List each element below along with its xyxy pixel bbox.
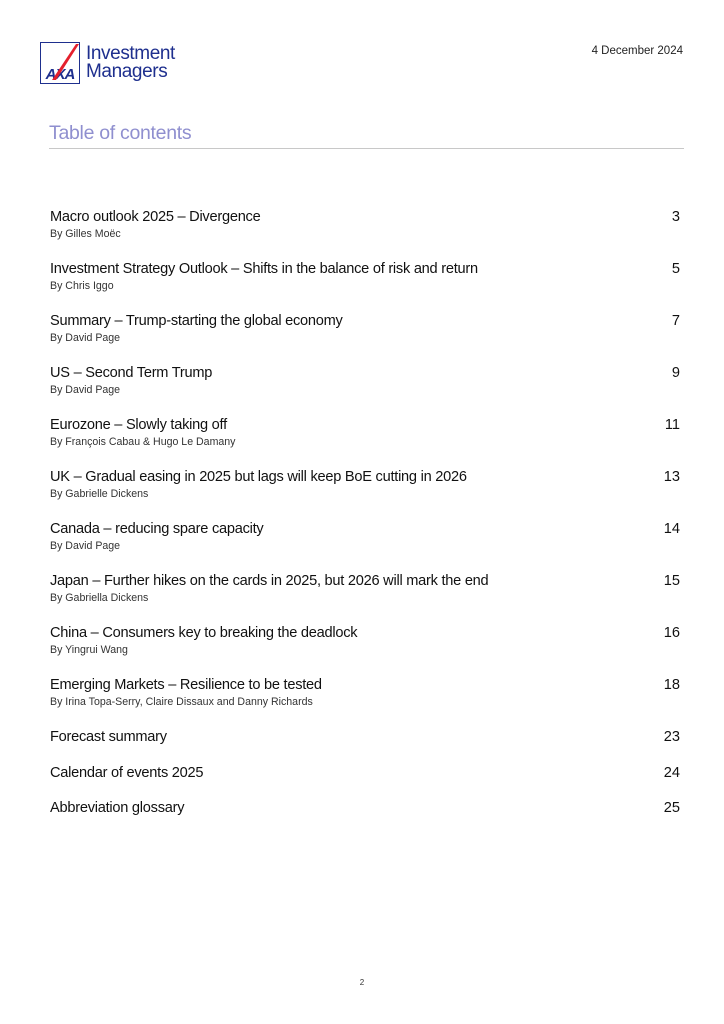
toc-entry-title[interactable]: Calendar of events 2025	[50, 764, 204, 781]
toc-entry-title[interactable]: Forecast summary	[50, 729, 167, 745]
toc-entry-author: By Irina Topa-Serry, Claire Dissaux and Danny Richards	[50, 696, 313, 708]
toc-entry-title[interactable]: Canada – reducing spare capacity	[50, 521, 264, 537]
toc-entry-title[interactable]: Eurozone – Slowly taking off	[50, 417, 227, 433]
toc-entry-page[interactable]: 18	[663, 677, 680, 693]
logo-line-1: Investment	[86, 43, 175, 64]
toc-entry[interactable]	[50, 415, 680, 467]
toc-list	[50, 207, 680, 834]
title-divider	[49, 148, 684, 149]
toc-entry-title[interactable]: Investment Strategy Outlook – Shifts in the balance of risk and return	[50, 261, 478, 277]
toc-entry-page[interactable]: 11	[664, 417, 680, 433]
toc-entry-page[interactable]: 13	[663, 469, 680, 485]
toc-entry[interactable]	[50, 259, 680, 311]
toc-entry-page[interactable]: 5	[671, 261, 680, 277]
toc-entry-author: By Gabrielle Dickens	[50, 488, 149, 500]
toc-entry[interactable]	[50, 363, 680, 415]
svg-text:AXA: AXA	[45, 66, 75, 83]
toc-entry-title[interactable]: US – Second Term Trump	[50, 365, 213, 381]
logo-line-2: Managers	[86, 61, 168, 82]
toc-entry-page[interactable]: 14	[663, 521, 680, 537]
toc-entry[interactable]	[50, 763, 680, 799]
toc-entry-page[interactable]: 24	[663, 764, 680, 781]
toc-entry-title[interactable]: Abbreviation glossary	[50, 800, 185, 816]
toc-entry-title[interactable]: Summary – Trump-starting the global economy	[50, 313, 343, 329]
toc-entry[interactable]	[50, 207, 680, 259]
toc-entry[interactable]	[50, 311, 680, 363]
toc-entry-author: By François Cabau & Hugo Le Damany	[50, 436, 236, 448]
toc-entry[interactable]	[50, 675, 680, 727]
axa-logo	[40, 42, 175, 84]
toc-entry-author: By David Page	[50, 332, 121, 344]
page-number: 2	[359, 978, 365, 987]
toc-entry-author: By Yingrui Wang	[50, 644, 128, 656]
toc-entry-title[interactable]: Emerging Markets – Resilience to be tested	[50, 677, 322, 693]
toc-entry[interactable]	[50, 623, 680, 675]
toc-entry[interactable]	[50, 519, 680, 571]
toc-entry-author: By Chris Iggo	[50, 280, 114, 292]
toc-entry[interactable]	[50, 727, 680, 763]
toc-entry-author: By Gabriella Dickens	[50, 592, 149, 604]
page-title: Table of contents	[49, 122, 192, 144]
toc-entry-page[interactable]: 9	[671, 365, 680, 381]
toc-entry-title[interactable]: China – Consumers key to breaking the deadlock	[50, 625, 358, 641]
toc-entry[interactable]	[50, 798, 680, 834]
toc-entry-title[interactable]: Macro outlook 2025 – Divergence	[50, 209, 261, 225]
axa-logo-icon	[40, 42, 80, 84]
toc-entry-author: By Gilles Moëc	[50, 228, 121, 240]
toc-entry-page[interactable]: 15	[663, 573, 680, 589]
toc-entry-author: By David Page	[50, 384, 121, 396]
toc-entry-author: By David Page	[50, 540, 121, 552]
toc-entry[interactable]	[50, 467, 680, 519]
toc-entry-page[interactable]: 23	[663, 729, 680, 745]
toc-entry-page[interactable]: 25	[663, 800, 680, 816]
report-date: 4 December 2024	[591, 45, 683, 57]
toc-entry-page[interactable]: 16	[663, 625, 680, 641]
toc-entry[interactable]	[50, 571, 680, 623]
logo-wordmark	[86, 45, 175, 81]
toc-entry-page[interactable]: 7	[671, 313, 680, 329]
toc-entry-page[interactable]: 3	[671, 209, 680, 225]
toc-entry-title[interactable]: UK – Gradual easing in 2025 but lags will keep BoE cutting in 2026	[50, 469, 467, 485]
toc-entry-title[interactable]: Japan – Further hikes on the cards in 2025, but 2026 will mark the end	[50, 573, 489, 589]
